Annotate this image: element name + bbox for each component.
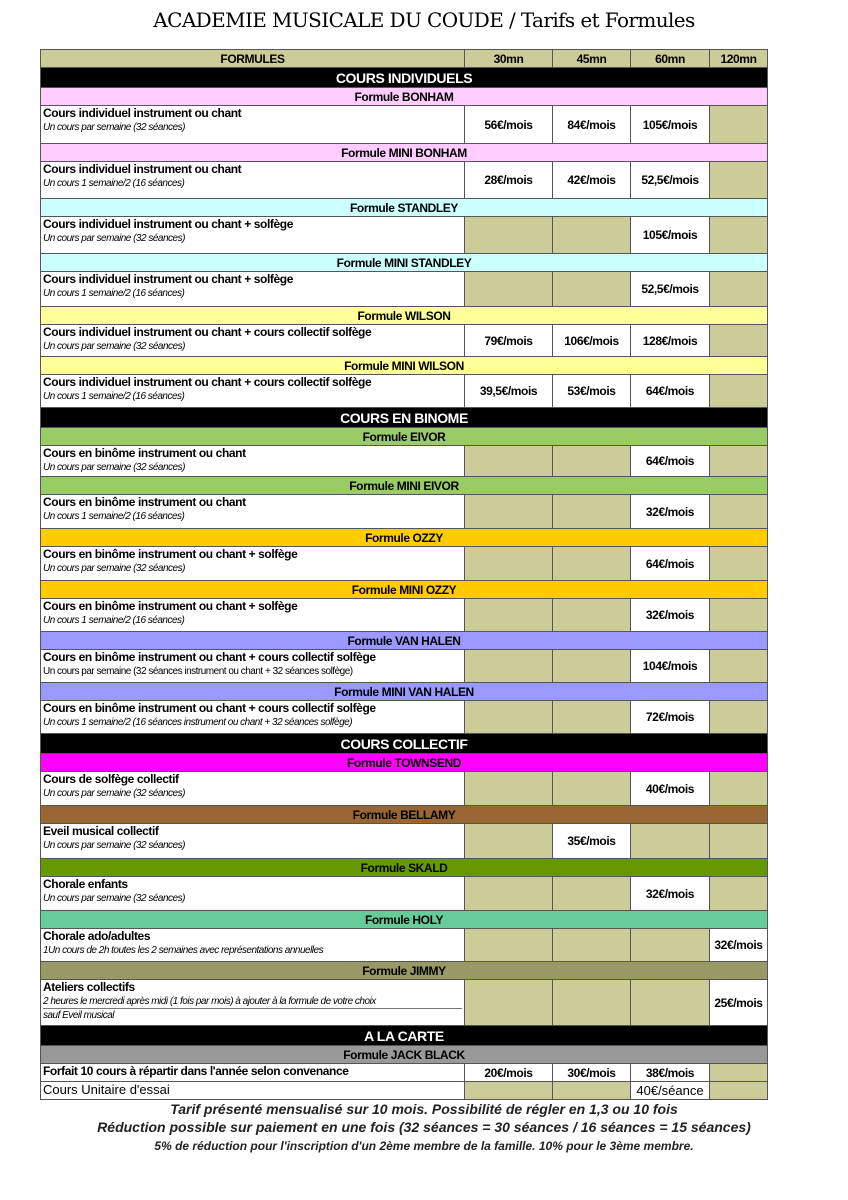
table-row <box>41 599 768 632</box>
empty-cell <box>553 877 631 911</box>
formule-name: Formule TOWNSEND <box>41 754 768 772</box>
table-row <box>41 1082 768 1100</box>
empty-cell <box>710 599 768 632</box>
course-detail: Un cours par semaine (32 séances) <box>43 341 185 352</box>
course-description <box>41 495 465 529</box>
formule-name: Formule BELLAMY <box>41 806 768 824</box>
table-row <box>41 650 768 683</box>
empty-cell <box>710 446 768 477</box>
price-cell: 28€/mois <box>465 162 553 199</box>
price-cell: 84€/mois <box>553 106 631 144</box>
formule-row <box>41 307 768 325</box>
course-title: Eveil musical collectif <box>43 824 159 838</box>
table-row <box>41 980 768 1026</box>
course-title: Cours individuel instrument ou chant + cours collectif solfège <box>43 375 372 389</box>
table-row <box>41 106 768 144</box>
empty-cell <box>710 162 768 199</box>
course-description <box>41 162 465 199</box>
formule-name: Formule SKALD <box>41 859 768 877</box>
price-cell: 32€/mois <box>631 495 710 529</box>
table-row <box>41 217 768 254</box>
empty-cell <box>465 877 553 911</box>
header-60mn: 60mn <box>631 50 710 68</box>
empty-cell <box>553 772 631 806</box>
formule-row <box>41 754 768 772</box>
formule-row <box>41 428 768 446</box>
course-title: Cours en binôme instrument ou chant + solfège <box>43 599 298 613</box>
formule-row <box>41 1046 768 1064</box>
price-cell: 20€/mois <box>465 1064 553 1082</box>
formule-row <box>41 529 768 547</box>
course-title: Cours individuel instrument ou chant + solfège <box>43 217 293 231</box>
header-30mn: 30mn <box>465 50 553 68</box>
table-row <box>41 877 768 911</box>
empty-cell <box>465 824 553 859</box>
empty-cell <box>631 824 710 859</box>
price-cell: 39,5€/mois <box>465 375 553 408</box>
course-title: Cours individuel instrument ou chant <box>43 162 242 176</box>
empty-cell <box>465 547 553 581</box>
section-header-row <box>41 408 768 428</box>
price-cell: 128€/mois <box>631 325 710 357</box>
course-title: Chorale enfants <box>43 877 128 891</box>
course-description <box>41 824 465 859</box>
formule-name: Formule MINI WILSON <box>41 357 768 375</box>
empty-cell <box>710 325 768 357</box>
formule-name: Formule OZZY <box>41 529 768 547</box>
empty-cell <box>710 1082 768 1100</box>
formule-name: Formule STANDLEY <box>41 199 768 217</box>
price-cell: 64€/mois <box>631 547 710 581</box>
section-header-row <box>41 1026 768 1046</box>
course-title: Cours Unitaire d'essai <box>43 1082 170 1097</box>
empty-cell <box>465 217 553 254</box>
formule-row <box>41 254 768 272</box>
course-detail: Un cours par semaine (32 séances) <box>43 462 185 473</box>
empty-cell <box>553 217 631 254</box>
section-title: COURS COLLECTIF <box>41 734 768 754</box>
table-row <box>41 701 768 734</box>
price-cell: 56€/mois <box>465 106 553 144</box>
formule-name: Formule MINI BONHAM <box>41 144 768 162</box>
course-title: Cours de solfège collectif <box>43 772 179 786</box>
course-detail: Un cours par semaine (32 séances) <box>43 840 185 851</box>
formule-name: Formule JACK BLACK <box>41 1046 768 1064</box>
footer-note-1: Tarif présenté mensualisé sur 10 mois. Possibilité de régler en 1,3 ou 10 fois <box>170 1101 678 1117</box>
empty-cell <box>710 375 768 408</box>
empty-cell <box>710 877 768 911</box>
empty-cell <box>710 824 768 859</box>
course-title: Cours individuel instrument ou chant + solfège <box>43 272 293 286</box>
course-title: Forfait 10 cours à répartir dans l'année selon convenance <box>43 1064 349 1078</box>
empty-cell <box>710 495 768 529</box>
formule-row <box>41 477 768 495</box>
table-row <box>41 824 768 859</box>
price-cell: 52,5€/mois <box>631 162 710 199</box>
price-cell: 52,5€/mois <box>631 272 710 307</box>
formule-row <box>41 683 768 701</box>
course-description <box>41 272 465 307</box>
formule-row <box>41 581 768 599</box>
formule-name: Formule BONHAM <box>41 88 768 106</box>
price-cell: 64€/mois <box>631 375 710 408</box>
course-description <box>41 106 465 144</box>
course-detail: Un cours par semaine (32 séances) <box>43 122 185 133</box>
course-description <box>41 701 465 734</box>
empty-cell <box>710 1064 768 1082</box>
empty-cell <box>553 272 631 307</box>
formule-row <box>41 806 768 824</box>
table-row <box>41 547 768 581</box>
price-cell: 79€/mois <box>465 325 553 357</box>
course-description <box>41 446 465 477</box>
formule-name: Formule MINI EIVOR <box>41 477 768 495</box>
formule-row <box>41 859 768 877</box>
course-description <box>41 599 465 632</box>
footer-note-2: Réduction possible sur paiement en une fois (32 séances = 30 séances / 16 séances = 15 séances) <box>97 1119 751 1135</box>
course-title: Cours en binôme instrument ou chant + solfège <box>43 547 298 561</box>
formule-row <box>41 911 768 929</box>
course-detail: Un cours 1 semaine/2 (16 séances) <box>43 288 185 299</box>
empty-cell <box>631 980 710 1026</box>
formule-row <box>41 88 768 106</box>
empty-cell <box>553 446 631 477</box>
formule-name: Formule MINI OZZY <box>41 581 768 599</box>
price-cell: 25€/mois <box>710 980 768 1026</box>
empty-cell <box>553 547 631 581</box>
page-title: ACADEMIE MUSICALE DU COUDE / Tarifs et Formules <box>153 8 695 32</box>
empty-cell <box>710 217 768 254</box>
section-title: COURS INDIVIDUELS <box>41 68 768 88</box>
table-row <box>41 375 768 408</box>
course-title: Ateliers collectifs <box>43 980 135 994</box>
empty-cell <box>465 980 553 1026</box>
empty-cell <box>465 272 553 307</box>
empty-cell <box>553 929 631 962</box>
price-cell: 42€/mois <box>553 162 631 199</box>
table-row <box>41 325 768 357</box>
course-detail: Un cours 1 semaine/2 (16 séances instrument ou chant + 32 séances solfège) <box>43 717 353 728</box>
section-header-row <box>41 68 768 88</box>
table-header-row <box>41 50 768 68</box>
empty-cell <box>465 1082 553 1100</box>
course-description <box>41 1064 465 1082</box>
empty-cell <box>465 650 553 683</box>
course-detail: Un cours par semaine (32 séances) <box>43 788 185 799</box>
course-description <box>41 547 465 581</box>
empty-cell <box>553 1082 631 1100</box>
course-detail: Un cours par semaine (32 séances) <box>43 893 185 904</box>
empty-cell <box>465 929 553 962</box>
empty-cell <box>465 446 553 477</box>
course-title: Cours en binôme instrument ou chant <box>43 446 246 460</box>
course-detail: Un cours par semaine (32 séances instrument ou chant + 32 séances solfège) <box>43 666 353 677</box>
table-row <box>41 929 768 962</box>
price-cell: 53€/mois <box>553 375 631 408</box>
formule-name: Formule WILSON <box>41 307 768 325</box>
header-45mn: 45mn <box>553 50 631 68</box>
empty-cell <box>553 701 631 734</box>
section-header-row <box>41 734 768 754</box>
course-description <box>41 980 465 1026</box>
tarifs-table <box>40 49 768 1100</box>
formule-row <box>41 199 768 217</box>
course-description <box>41 929 465 962</box>
table-row <box>41 772 768 806</box>
price-cell: 106€/mois <box>553 325 631 357</box>
price-cell: 72€/mois <box>631 701 710 734</box>
price-cell: 64€/mois <box>631 446 710 477</box>
header-120mn: 120mn <box>710 50 768 68</box>
price-cell: 30€/mois <box>553 1064 631 1082</box>
section-title: COURS EN BINOME <box>41 408 768 428</box>
price-cell: 40€/séance <box>631 1082 710 1100</box>
empty-cell <box>553 650 631 683</box>
empty-cell <box>465 701 553 734</box>
empty-cell <box>553 495 631 529</box>
empty-cell <box>465 495 553 529</box>
empty-cell <box>631 929 710 962</box>
empty-cell <box>710 547 768 581</box>
empty-cell <box>553 599 631 632</box>
footer-note-3: 5% de réduction pour l'inscription d'un 2ème membre de la famille. 10% pour le 3ème membre. <box>154 1139 694 1153</box>
formule-row <box>41 632 768 650</box>
table-row <box>41 162 768 199</box>
empty-cell <box>465 599 553 632</box>
course-detail: Un cours 1 semaine/2 (16 séances) <box>43 178 185 189</box>
course-detail: Un cours 1 semaine/2 (16 séances) <box>43 615 185 626</box>
formule-name: Formule MINI STANDLEY <box>41 254 768 272</box>
course-description <box>41 1082 465 1100</box>
course-description <box>41 325 465 357</box>
empty-cell <box>710 701 768 734</box>
course-description <box>41 375 465 408</box>
course-detail: Un cours 1 semaine/2 (16 séances) <box>43 391 185 402</box>
formule-name: Formule JIMMY <box>41 962 768 980</box>
formule-name: Formule EIVOR <box>41 428 768 446</box>
price-cell: 35€/mois <box>553 824 631 859</box>
course-title: Cours en binôme instrument ou chant + cours collectif solfège <box>43 701 376 715</box>
empty-cell <box>710 650 768 683</box>
table-row <box>41 272 768 307</box>
course-detail: Un cours 1 semaine/2 (16 séances) <box>43 511 185 522</box>
empty-cell <box>710 106 768 144</box>
formule-name: Formule VAN HALEN <box>41 632 768 650</box>
course-title: Cours individuel instrument ou chant <box>43 106 242 120</box>
course-description <box>41 877 465 911</box>
course-title: Cours en binôme instrument ou chant + cours collectif solfège <box>43 650 376 664</box>
course-description <box>41 772 465 806</box>
formule-row <box>41 357 768 375</box>
formule-row <box>41 144 768 162</box>
course-detail: sauf Eveil musical <box>43 1008 462 1022</box>
empty-cell <box>710 272 768 307</box>
price-cell: 105€/mois <box>631 106 710 144</box>
formule-row <box>41 962 768 980</box>
course-detail: 1Un cours de 2h toutes les 2 semaines avec représentations annuelles <box>43 945 324 956</box>
empty-cell <box>710 772 768 806</box>
course-title: Cours individuel instrument ou chant + cours collectif solfège <box>43 325 372 339</box>
price-cell: 32€/mois <box>631 599 710 632</box>
header-formules: FORMULES <box>41 50 465 68</box>
empty-cell <box>553 980 631 1026</box>
course-detail: 2 heures le mercredi après midi (1 fois par mois) à ajouter à la formule de votre choix <box>43 996 376 1007</box>
table-row <box>41 1064 768 1082</box>
price-cell: 38€/mois <box>631 1064 710 1082</box>
price-cell: 104€/mois <box>631 650 710 683</box>
course-description <box>41 217 465 254</box>
price-cell: 32€/mois <box>710 929 768 962</box>
course-detail: Un cours par semaine (32 séances) <box>43 233 185 244</box>
course-description <box>41 650 465 683</box>
formule-name: Formule HOLY <box>41 911 768 929</box>
price-cell: 32€/mois <box>631 877 710 911</box>
price-cell: 40€/mois <box>631 772 710 806</box>
section-title: A LA CARTE <box>41 1026 768 1046</box>
table-row <box>41 495 768 529</box>
empty-cell <box>465 772 553 806</box>
course-title: Cours en binôme instrument ou chant <box>43 495 246 509</box>
course-title: Chorale ado/adultes <box>43 929 151 943</box>
formule-name: Formule MINI VAN HALEN <box>41 683 768 701</box>
price-cell: 105€/mois <box>631 217 710 254</box>
course-detail: Un cours par semaine (32 séances) <box>43 563 185 574</box>
table-row <box>41 446 768 477</box>
